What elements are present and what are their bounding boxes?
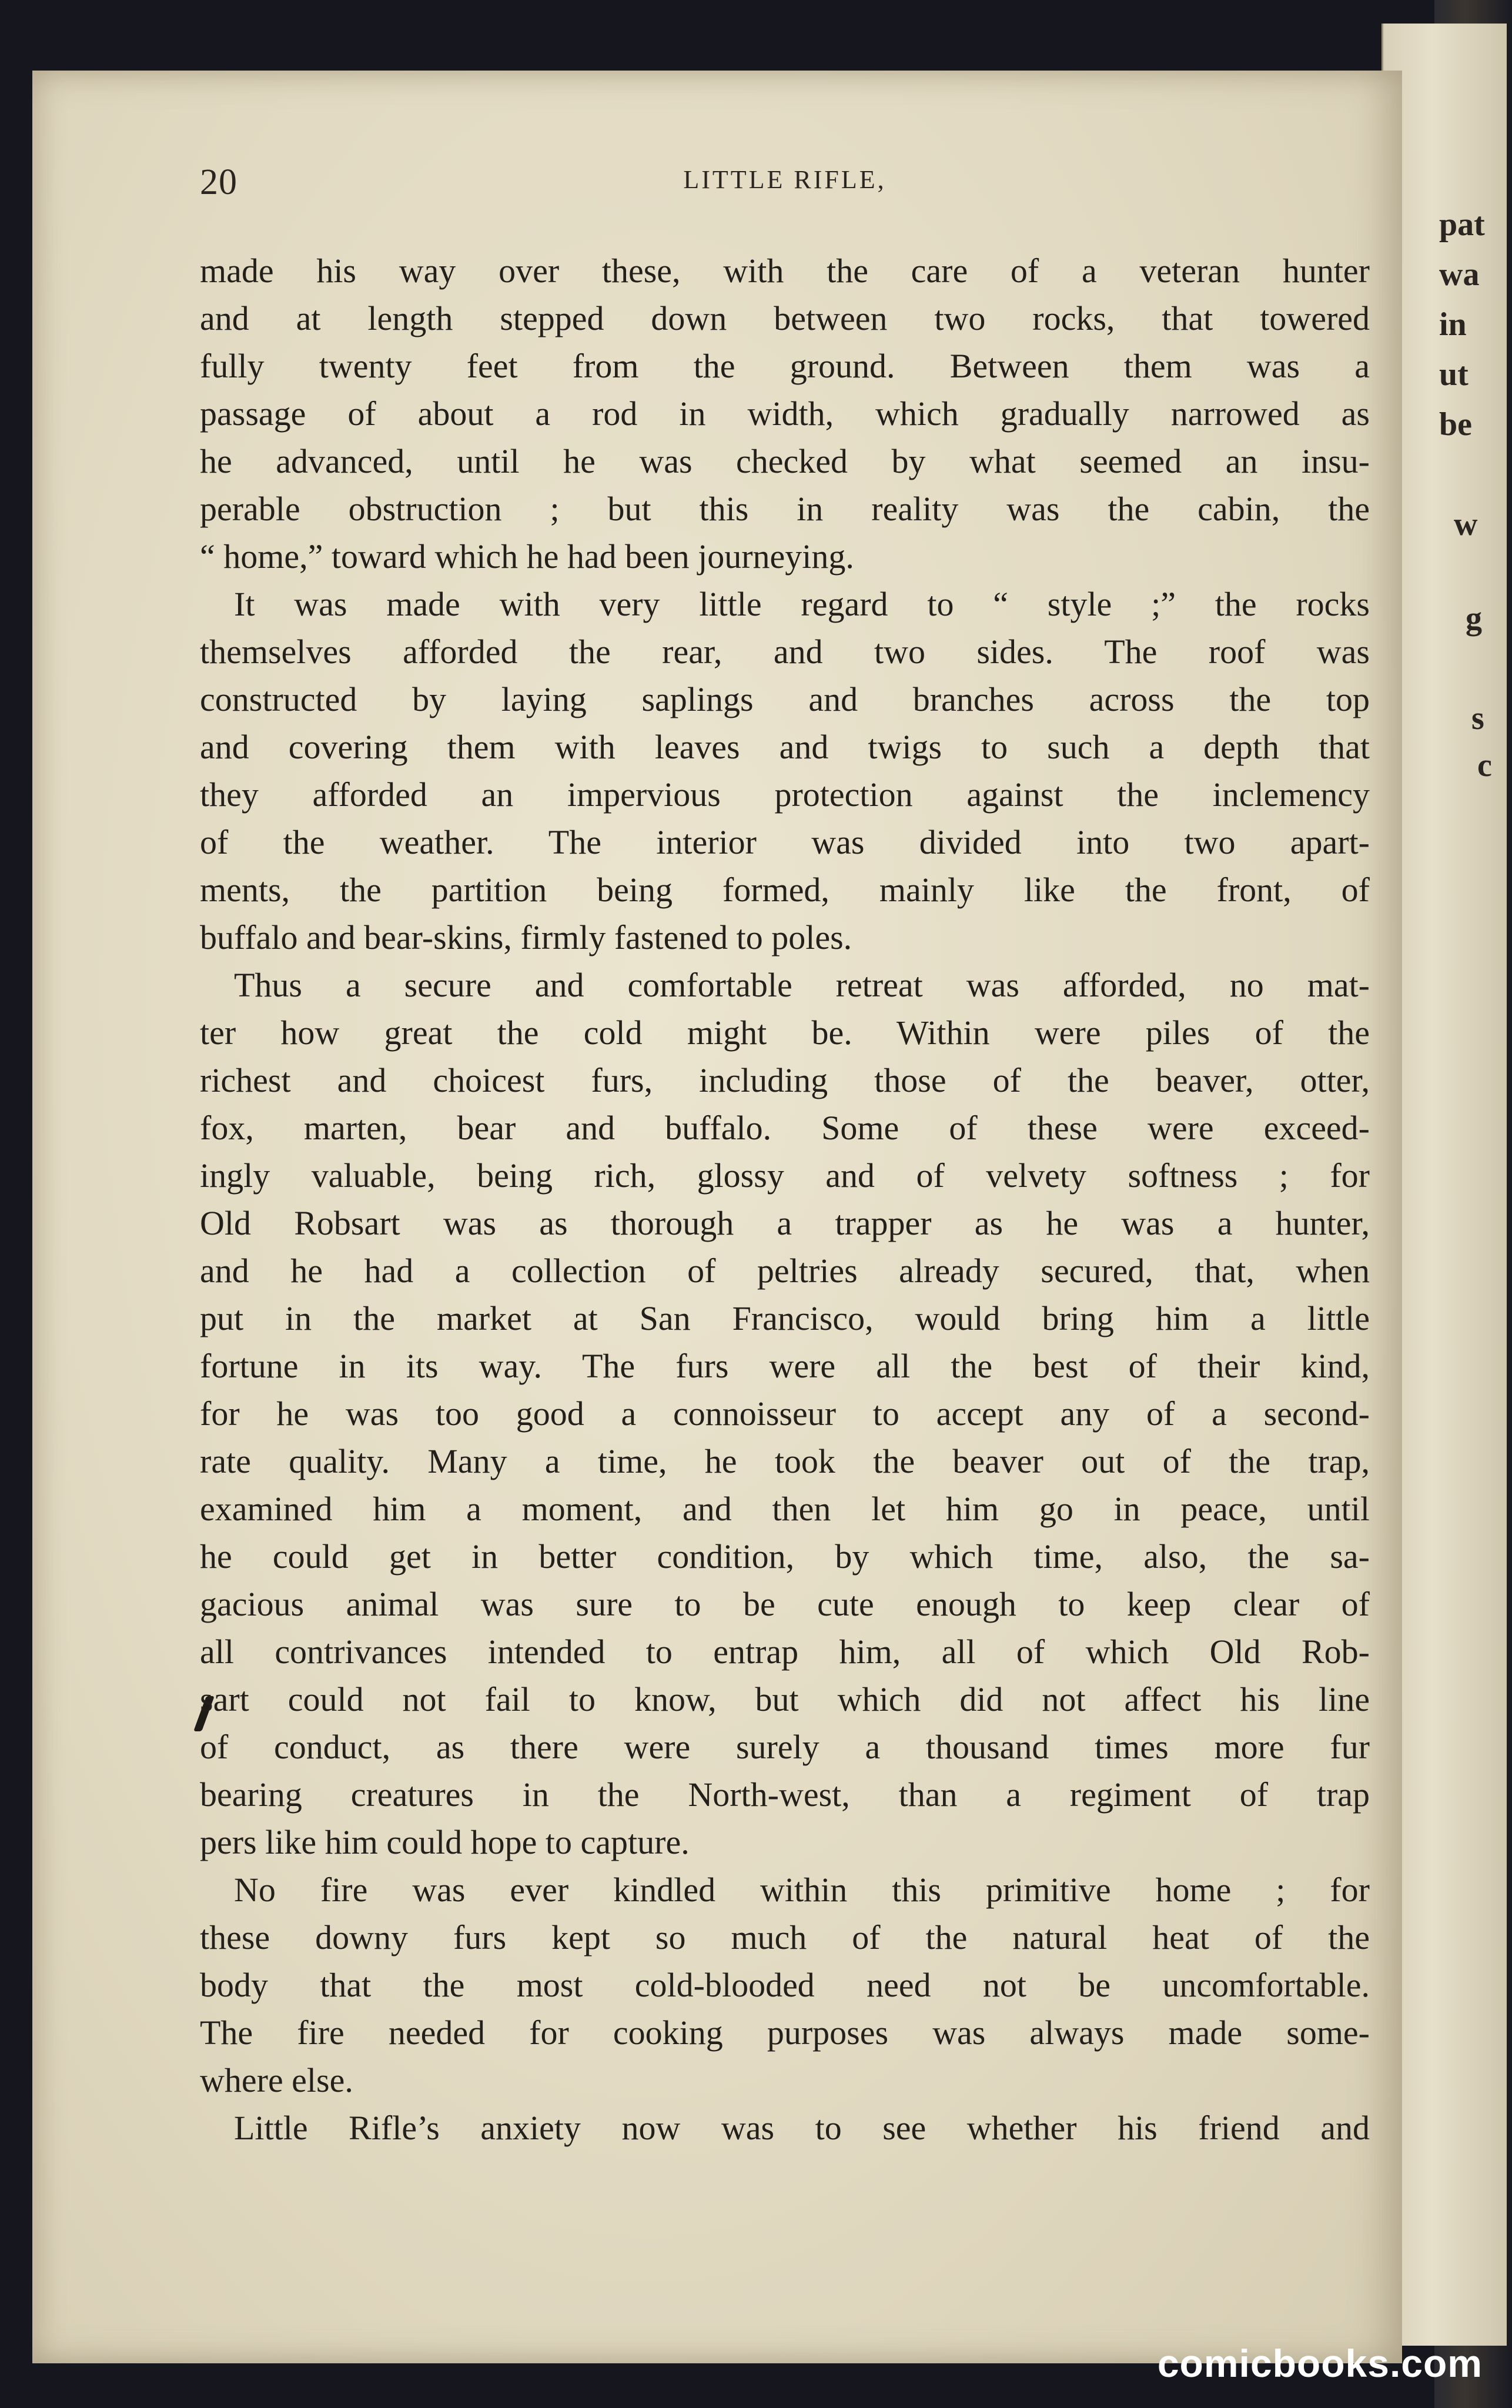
text-line: themselves afforded the rear, and two sides. The roof was [200, 633, 1370, 671]
text-line: constructed by laying saplings and branches across the top [200, 680, 1370, 718]
text-line: fully twenty feet from the ground. Between them was a [200, 347, 1370, 385]
facing-fragment: g [1466, 600, 1482, 637]
text-line: made his way over these, with the care of a veteran hunter [200, 252, 1370, 290]
text-line: Old Robsart was as thorough a trapper as he was a hunter, [200, 1204, 1370, 1242]
text-line: he could get in better condition, by which time, also, the sa- [200, 1537, 1370, 1576]
text-line: bearing creatures in the North-west, than a regiment of trap [200, 1775, 1370, 1814]
text-line: put in the market at San Francisco, would bring him a little [200, 1299, 1370, 1337]
text-line: Thus a secure and comfortable retreat was afforded, no mat- [234, 966, 1370, 1004]
text-line: for he was too good a connoisseur to accept any of a second- [200, 1394, 1370, 1433]
text-line: rate quality. Many a time, he took the beaver out of the trap, [200, 1442, 1370, 1480]
watermark: comicbooks.com [1157, 2342, 1483, 2385]
text-line: The fire needed for cooking purposes was always made some- [200, 2014, 1370, 2052]
text-line: where else. [200, 2061, 353, 2099]
facing-fragment: in [1439, 306, 1467, 343]
running-head: LITTLE RIFLE, [683, 165, 887, 194]
text-line: of conduct, as there were surely a thousand times more fur [200, 1728, 1370, 1766]
text-line: sart could not fail to know, but which did not affect his line [200, 1680, 1370, 1718]
text-line: examined him a moment, and then let him go in peace, until [200, 1490, 1370, 1528]
facing-fragment: c [1477, 747, 1492, 784]
text-line: passage of about a rod in width, which gradually narrowed as [200, 394, 1370, 433]
body-text [200, 247, 1370, 2152]
facing-fragment: be [1439, 406, 1472, 443]
text-line: No fire was ever kindled within this primitive home ; for [234, 1871, 1370, 1909]
text-line: body that the most cold-blooded need not be uncomfortable. [200, 1966, 1370, 2004]
text-line: and at length stepped down between two rocks, that towered [200, 299, 1370, 337]
text-line: of the weather. The interior was divided into two apart- [200, 823, 1370, 861]
facing-fragment: s [1471, 700, 1484, 737]
text-line: gacious animal was sure to be cute enough to keep clear of [200, 1585, 1370, 1623]
text-line: buffalo and bear-skins, firmly fastened to poles. [200, 918, 852, 956]
text-line: perable obstruction ; but this in reality was the cabin, the [200, 490, 1370, 528]
page-number: 20 [200, 162, 237, 202]
text-line: Little Rifle’s anxiety now was to see whether his friend and [234, 2109, 1370, 2147]
text-line: all contrivances intended to entrap him, all of which Old Rob- [200, 1633, 1370, 1671]
text-line: It was made with very little regard to “ style ;” the rocks [234, 585, 1370, 623]
facing-fragment: pat [1439, 206, 1485, 243]
text-line: ingly valuable, being rich, glossy and of velvety softness ; for [200, 1156, 1370, 1195]
text-line: these downy furs kept so much of the natural heat of the [200, 1918, 1370, 1956]
text-line: richest and choicest furs, including those of the beaver, otter, [200, 1061, 1370, 1099]
text-line: pers like him could hope to capture. [200, 1823, 690, 1861]
text-line: “ home,” toward which he had been journeying. [200, 537, 854, 576]
text-line: they afforded an impervious protection against the inclemency [200, 775, 1370, 814]
text-line: fortune in its way. The furs were all the best of their kind, [200, 1347, 1370, 1385]
text-line: and he had a collection of peltries already secured, that, when [200, 1252, 1370, 1290]
text-line: he advanced, until he was checked by what seemed an insu- [200, 442, 1370, 480]
text-line: fox, marten, bear and buffalo. Some of these were exceed- [200, 1109, 1370, 1147]
text-line: and covering them with leaves and twigs to such a depth that [200, 728, 1370, 766]
text-line: ter how great the cold might be. Within were piles of the [200, 1014, 1370, 1052]
facing-fragment: ut [1439, 356, 1468, 393]
text-line: ments, the partition being formed, mainly like the front, of [200, 871, 1370, 909]
facing-fragment: w [1454, 506, 1478, 543]
facing-fragment: wa [1439, 256, 1480, 293]
